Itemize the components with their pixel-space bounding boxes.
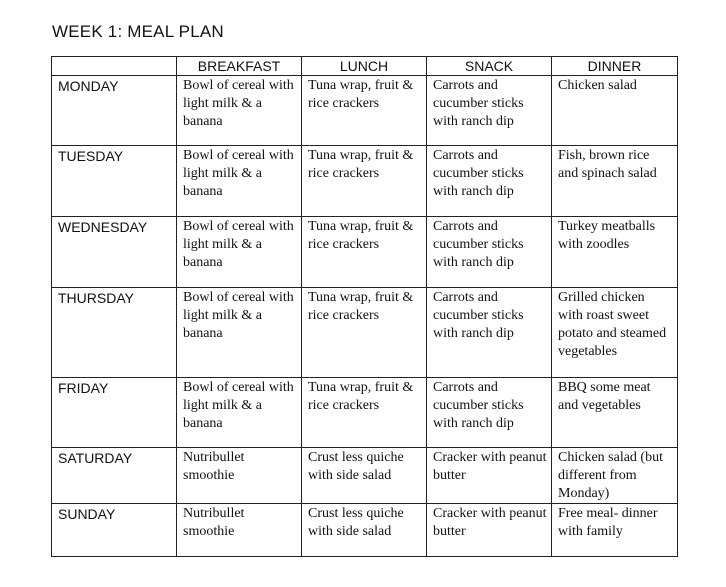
day-cell: MONDAY xyxy=(52,76,177,146)
table-row xyxy=(52,378,678,448)
lunch-cell: Tuna wrap, fruit & rice crackers xyxy=(302,378,427,448)
table-row xyxy=(52,217,678,288)
header-breakfast: BREAKFAST xyxy=(177,57,302,76)
dinner-cell: Free meal- dinner with family xyxy=(552,504,678,557)
lunch-cell: Tuna wrap, fruit & rice crackers xyxy=(302,217,427,288)
table-header-row xyxy=(52,57,678,76)
meal-plan-table xyxy=(51,56,678,557)
dinner-cell: Chicken salad xyxy=(552,76,678,146)
header-snack: SNACK xyxy=(427,57,552,76)
lunch-cell: Crust less quiche with side salad xyxy=(302,448,427,504)
table-row xyxy=(52,76,678,146)
snack-cell: Cracker with peanut butter xyxy=(427,448,552,504)
page-title: WEEK 1: MEAL PLAN xyxy=(52,22,224,41)
dinner-cell: Grilled chicken with roast sweet potato and steamed vegetables xyxy=(552,288,678,378)
breakfast-cell: Nutribullet smoothie xyxy=(177,504,302,557)
dinner-cell: Fish, brown rice and spinach salad xyxy=(552,146,678,217)
day-cell: WEDNESDAY xyxy=(52,217,177,288)
lunch-cell: Tuna wrap, fruit & rice crackers xyxy=(302,76,427,146)
snack-cell: Carrots and cucumber sticks with ranch dip xyxy=(427,217,552,288)
lunch-cell: Crust less quiche with side salad xyxy=(302,504,427,557)
dinner-cell: BBQ some meat and vegetables xyxy=(552,378,678,448)
day-cell: FRIDAY xyxy=(52,378,177,448)
snack-cell: Cracker with peanut butter xyxy=(427,504,552,557)
table-row xyxy=(52,504,678,557)
header-day xyxy=(52,57,177,76)
snack-cell: Carrots and cucumber sticks with ranch dip xyxy=(427,146,552,217)
breakfast-cell: Bowl of cereal with light milk & a banana xyxy=(177,76,302,146)
table-row xyxy=(52,146,678,217)
table-row xyxy=(52,448,678,504)
snack-cell: Carrots and cucumber sticks with ranch dip xyxy=(427,76,552,146)
snack-cell: Carrots and cucumber sticks with ranch dip xyxy=(427,378,552,448)
breakfast-cell: Bowl of cereal with light milk & a banana xyxy=(177,288,302,378)
breakfast-cell: Bowl of cereal with light milk & a banana xyxy=(177,378,302,448)
dinner-cell: Chicken salad (but different from Monday) xyxy=(552,448,678,504)
header-dinner: DINNER xyxy=(552,57,678,76)
day-cell: SATURDAY xyxy=(52,448,177,504)
breakfast-cell: Bowl of cereal with light milk & a banana xyxy=(177,217,302,288)
snack-cell: Carrots and cucumber sticks with ranch dip xyxy=(427,288,552,378)
day-cell: SUNDAY xyxy=(52,504,177,557)
day-cell: TUESDAY xyxy=(52,146,177,217)
table-row xyxy=(52,288,678,378)
header-lunch: LUNCH xyxy=(302,57,427,76)
day-cell: THURSDAY xyxy=(52,288,177,378)
breakfast-cell: Bowl of cereal with light milk & a banana xyxy=(177,146,302,217)
lunch-cell: Tuna wrap, fruit & rice crackers xyxy=(302,288,427,378)
breakfast-cell: Nutribullet smoothie xyxy=(177,448,302,504)
dinner-cell: Turkey meatballs with zoodles xyxy=(552,217,678,288)
lunch-cell: Tuna wrap, fruit & rice crackers xyxy=(302,146,427,217)
